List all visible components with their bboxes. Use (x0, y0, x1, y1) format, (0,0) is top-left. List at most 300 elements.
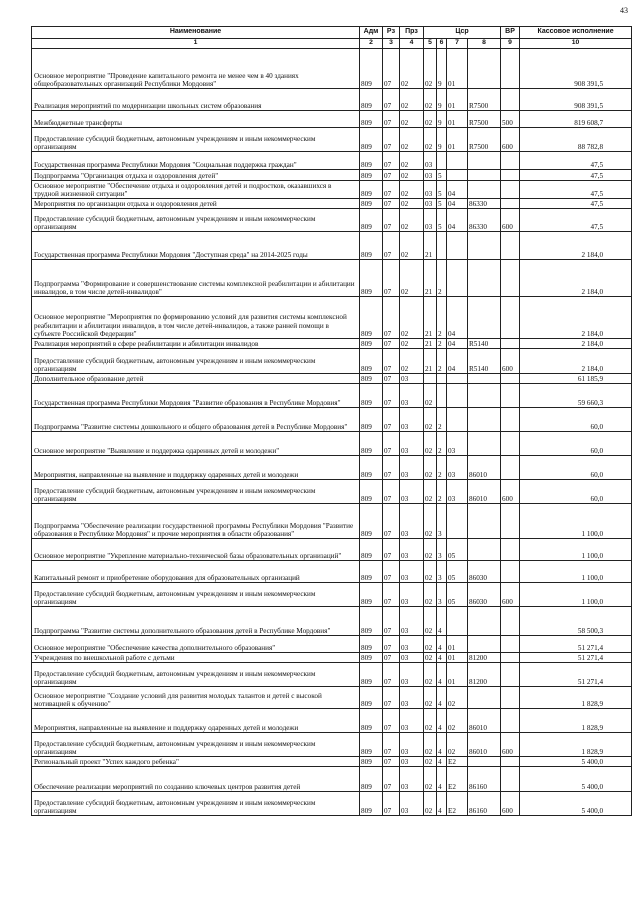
row-csr-program: 02 (424, 653, 437, 663)
row-csr-subprogram: 4 (437, 687, 447, 709)
table-row (32, 181, 632, 199)
row-csr-subprogram: 4 (437, 792, 447, 816)
table-row (32, 663, 632, 687)
row-vr: 600 (501, 480, 520, 504)
row-adm: 809 (360, 408, 383, 432)
row-prz: 02 (400, 181, 424, 199)
row-rz: 07 (383, 432, 400, 456)
row-adm: 809 (360, 757, 383, 767)
row-vr: 600 (501, 792, 520, 816)
row-rz: 07 (383, 49, 400, 89)
row-csr-direction: 86030 (468, 583, 501, 607)
row-csr-direction (468, 49, 501, 89)
row-rz: 07 (383, 653, 400, 663)
row-csr-subprogram (437, 152, 447, 170)
row-adm: 809 (360, 636, 383, 653)
row-amount: 908 391,5 (520, 89, 632, 111)
row-csr-direction (468, 374, 501, 384)
row-adm: 809 (360, 480, 383, 504)
row-name: Предоставление субсидий бюджетным, автономным учреждениям и иным некоммерческим организациям (32, 209, 360, 232)
row-csr-event: 02 (447, 733, 468, 757)
row-name: Предоставление субсидий бюджетным, автономным учреждениям и иным некоммерческим организациям (32, 349, 360, 374)
row-prz: 03 (400, 757, 424, 767)
row-csr-direction (468, 757, 501, 767)
table-row (32, 152, 632, 170)
row-rz: 07 (383, 480, 400, 504)
row-amount: 51 271,4 (520, 653, 632, 663)
row-vr (501, 339, 520, 349)
row-amount: 60,0 (520, 480, 632, 504)
row-name: Предоставление субсидий бюджетным, автономным учреждениям и иным некоммерческим организациям (32, 733, 360, 757)
row-csr-event: 03 (447, 432, 468, 456)
row-rz: 07 (383, 607, 400, 636)
row-csr-event: 04 (447, 209, 468, 232)
row-csr-program: 02 (424, 111, 437, 128)
table-row (32, 456, 632, 480)
row-name: Предоставление субсидий бюджетным, автономным учреждениям и иным некоммерческим организациям (32, 663, 360, 687)
row-adm: 809 (360, 297, 383, 339)
row-csr-direction (468, 181, 501, 199)
row-csr-event: 05 (447, 561, 468, 583)
table-row (32, 636, 632, 653)
colnum: 5 (424, 39, 437, 49)
row-csr-event: 01 (447, 653, 468, 663)
row-amount: 1 100,0 (520, 561, 632, 583)
row-csr-event: 02 (447, 687, 468, 709)
table-row (32, 260, 632, 297)
header-row (32, 27, 632, 39)
row-vr (501, 297, 520, 339)
row-csr-event: 01 (447, 111, 468, 128)
header-prz: Прз (400, 27, 424, 39)
row-rz: 07 (383, 561, 400, 583)
row-prz: 03 (400, 733, 424, 757)
row-csr-subprogram: 3 (437, 539, 447, 561)
row-csr-program: 21 (424, 339, 437, 349)
row-adm: 809 (360, 663, 383, 687)
colnum: 10 (520, 39, 632, 49)
row-prz: 03 (400, 767, 424, 792)
row-csr-program: 02 (424, 89, 437, 111)
row-prz: 03 (400, 792, 424, 816)
table-row (32, 561, 632, 583)
row-adm: 809 (360, 170, 383, 181)
row-csr-program: 02 (424, 607, 437, 636)
row-csr-program: 02 (424, 636, 437, 653)
row-amount: 1 828,9 (520, 687, 632, 709)
row-csr-direction: 81200 (468, 663, 501, 687)
row-name: Основное мероприятие "Выявление и поддержка одаренных детей и молодежи" (32, 432, 360, 456)
table-row (32, 792, 632, 816)
row-vr (501, 456, 520, 480)
row-csr-program: 02 (424, 583, 437, 607)
row-amount: 59 660,3 (520, 384, 632, 408)
row-adm: 809 (360, 384, 383, 408)
row-name: Подпрограмма "Развитие системы дополнительного образования детей в Республике Мордовия" (32, 607, 360, 636)
row-name: Мероприятия по организации отдыха и оздоровления детей (32, 199, 360, 209)
row-adm: 809 (360, 260, 383, 297)
row-csr-subprogram: 4 (437, 709, 447, 733)
row-adm: 809 (360, 653, 383, 663)
row-amount: 2 184,0 (520, 349, 632, 374)
row-vr (501, 636, 520, 653)
row-amount: 819 608,7 (520, 111, 632, 128)
row-adm: 809 (360, 374, 383, 384)
row-adm: 809 (360, 349, 383, 374)
row-prz: 02 (400, 111, 424, 128)
row-rz: 07 (383, 260, 400, 297)
row-vr (501, 89, 520, 111)
row-csr-event: 03 (447, 456, 468, 480)
row-amount: 47,5 (520, 181, 632, 199)
row-csr-direction (468, 432, 501, 456)
row-csr-subprogram: 5 (437, 199, 447, 209)
row-csr-program: 03 (424, 152, 437, 170)
row-prz: 02 (400, 49, 424, 89)
row-amount: 47,5 (520, 170, 632, 181)
row-csr-subprogram: 3 (437, 561, 447, 583)
row-csr-program: 03 (424, 170, 437, 181)
row-name: Мероприятия, направленные на выявление и поддержку одаренных детей и молодежи (32, 709, 360, 733)
row-prz: 03 (400, 607, 424, 636)
row-csr-direction: 86010 (468, 456, 501, 480)
row-name: Основное мероприятие "Создание условий для развития молодых талантов и детей с высокой мотивацией к обучению" (32, 687, 360, 709)
table-row (32, 128, 632, 152)
row-adm: 809 (360, 152, 383, 170)
table-row (32, 89, 632, 111)
row-csr-event: 05 (447, 539, 468, 561)
row-csr-event: 01 (447, 636, 468, 653)
row-adm: 809 (360, 128, 383, 152)
row-rz: 07 (383, 232, 400, 260)
row-adm: 809 (360, 583, 383, 607)
row-csr-subprogram: 5 (437, 181, 447, 199)
row-vr (501, 432, 520, 456)
table-row (32, 374, 632, 384)
row-amount: 2 184,0 (520, 339, 632, 349)
row-amount: 1 100,0 (520, 539, 632, 561)
row-csr-program: 03 (424, 199, 437, 209)
row-csr-direction: R7500 (468, 128, 501, 152)
row-vr (501, 152, 520, 170)
row-csr-event: 04 (447, 199, 468, 209)
row-rz: 07 (383, 733, 400, 757)
row-name: Предоставление субсидий бюджетным, автономным учреждениям и иным некоммерческим организациям (32, 480, 360, 504)
table-row (32, 170, 632, 181)
row-prz: 02 (400, 170, 424, 181)
row-csr-direction: R7500 (468, 89, 501, 111)
row-vr (501, 384, 520, 408)
row-prz: 03 (400, 636, 424, 653)
row-rz: 07 (383, 757, 400, 767)
row-csr-event: 02 (447, 709, 468, 733)
row-name: Государственная программа Республики Мордовия "Развитие образования в Республике Мордовия" (32, 384, 360, 408)
row-name: Подпрограмма "Организация отдыха и оздоровления детей" (32, 170, 360, 181)
row-prz: 02 (400, 209, 424, 232)
table-row (32, 767, 632, 792)
row-csr-subprogram: 9 (437, 128, 447, 152)
row-vr (501, 49, 520, 89)
row-name: Основное мероприятие "Обеспечение качества дополнительного образования" (32, 636, 360, 653)
row-csr-event (447, 374, 468, 384)
row-csr-direction: 86010 (468, 480, 501, 504)
row-name: Государственная программа Республики Мордовия "Доступная среда" на 2014-2025 годы (32, 232, 360, 260)
table-row (32, 539, 632, 561)
table-row (32, 733, 632, 757)
row-name: Предоставление субсидий бюджетным, автономным учреждениям и иным некоммерческим организациям (32, 792, 360, 816)
colnum: 9 (501, 39, 520, 49)
row-amount: 51 271,4 (520, 636, 632, 653)
row-csr-subprogram: 4 (437, 757, 447, 767)
row-csr-direction: 81200 (468, 653, 501, 663)
row-csr-direction (468, 504, 501, 539)
row-amount: 1 100,0 (520, 583, 632, 607)
row-name: Реализация мероприятий по модернизации школьных систем образования (32, 89, 360, 111)
row-name: Учреждения по внешкольной работе с детьми (32, 653, 360, 663)
row-csr-subprogram: 5 (437, 209, 447, 232)
row-vr: 600 (501, 128, 520, 152)
row-prz: 03 (400, 583, 424, 607)
table-row (32, 232, 632, 260)
row-amount: 5 400,0 (520, 767, 632, 792)
header-adm: Адм (360, 27, 383, 39)
row-csr-program: 02 (424, 480, 437, 504)
row-adm: 809 (360, 504, 383, 539)
row-vr: 600 (501, 733, 520, 757)
row-csr-direction: 86330 (468, 209, 501, 232)
row-csr-event (447, 232, 468, 260)
row-csr-program (424, 374, 437, 384)
row-csr-subprogram: 2 (437, 297, 447, 339)
row-rz: 07 (383, 152, 400, 170)
row-vr (501, 663, 520, 687)
row-vr (501, 767, 520, 792)
row-rz: 07 (383, 408, 400, 432)
row-rz: 07 (383, 504, 400, 539)
table-row (32, 339, 632, 349)
row-csr-program: 21 (424, 260, 437, 297)
row-amount: 1 828,9 (520, 733, 632, 757)
row-prz: 02 (400, 128, 424, 152)
row-csr-event: 05 (447, 583, 468, 607)
row-csr-subprogram (437, 384, 447, 408)
row-prz: 03 (400, 384, 424, 408)
row-rz: 07 (383, 384, 400, 408)
row-csr-subprogram: 4 (437, 607, 447, 636)
header-csr: Цср (424, 27, 501, 39)
row-csr-program: 02 (424, 561, 437, 583)
row-vr (501, 170, 520, 181)
row-prz: 03 (400, 653, 424, 663)
row-prz: 03 (400, 432, 424, 456)
row-rz: 07 (383, 636, 400, 653)
row-prz: 03 (400, 687, 424, 709)
colnum: 8 (468, 39, 501, 49)
row-csr-program: 02 (424, 408, 437, 432)
row-csr-subprogram (437, 232, 447, 260)
colnum: 6 (437, 39, 447, 49)
row-csr-event: 04 (447, 297, 468, 339)
row-name: Обеспечение реализации мероприятий по созданию ключевых центров развития детей (32, 767, 360, 792)
row-rz: 07 (383, 128, 400, 152)
row-csr-direction (468, 297, 501, 339)
header-vr: ВР (501, 27, 520, 39)
row-name: Региональный проект "Успех каждого ребенка" (32, 757, 360, 767)
row-prz: 02 (400, 199, 424, 209)
row-csr-direction: R5140 (468, 349, 501, 374)
row-name: Государственная программа Республики Мордовия "Социальная поддержка граждан" (32, 152, 360, 170)
row-csr-direction (468, 152, 501, 170)
row-csr-program: 21 (424, 232, 437, 260)
row-vr (501, 408, 520, 432)
row-adm: 809 (360, 199, 383, 209)
row-csr-direction: 86030 (468, 561, 501, 583)
row-vr (501, 232, 520, 260)
row-csr-event: E2 (447, 767, 468, 792)
row-csr-event: E2 (447, 792, 468, 816)
row-amount: 5 400,0 (520, 792, 632, 816)
row-csr-subprogram: 2 (437, 480, 447, 504)
row-adm: 809 (360, 792, 383, 816)
row-vr (501, 709, 520, 733)
row-amount: 58 500,3 (520, 607, 632, 636)
row-adm: 809 (360, 339, 383, 349)
row-csr-event (447, 504, 468, 539)
table-row (32, 209, 632, 232)
row-prz: 03 (400, 709, 424, 733)
row-vr: 600 (501, 349, 520, 374)
row-csr-direction (468, 232, 501, 260)
row-rz: 07 (383, 539, 400, 561)
row-prz: 03 (400, 504, 424, 539)
row-csr-program: 21 (424, 297, 437, 339)
row-name: Межбюджетные трансферты (32, 111, 360, 128)
row-amount: 1 828,9 (520, 709, 632, 733)
row-adm: 809 (360, 687, 383, 709)
row-csr-program: 02 (424, 709, 437, 733)
row-rz: 07 (383, 199, 400, 209)
row-csr-direction (468, 384, 501, 408)
row-prz: 03 (400, 456, 424, 480)
row-adm: 809 (360, 539, 383, 561)
row-csr-event: 01 (447, 89, 468, 111)
row-csr-subprogram: 5 (437, 170, 447, 181)
row-vr (501, 687, 520, 709)
row-csr-program: 02 (424, 539, 437, 561)
row-amount: 61 185,9 (520, 374, 632, 384)
row-csr-event (447, 607, 468, 636)
row-csr-subprogram: 9 (437, 111, 447, 128)
row-rz: 07 (383, 456, 400, 480)
row-prz: 03 (400, 663, 424, 687)
table-row (32, 583, 632, 607)
colnum: 7 (447, 39, 468, 49)
row-csr-direction (468, 687, 501, 709)
row-vr: 500 (501, 111, 520, 128)
row-csr-subprogram: 9 (437, 89, 447, 111)
row-name: Реализация мероприятий в сфере реабилитации и абилитации инвалидов (32, 339, 360, 349)
row-name: Мероприятия, направленные на выявление и поддержку одаренных детей и молодежи (32, 456, 360, 480)
row-amount: 2 184,0 (520, 260, 632, 297)
row-name: Основное мероприятие "Обеспечение отдыха и оздоровления детей и подростков, оказавшихся в трудной жизненной ситуации" (32, 181, 360, 199)
table-row (32, 408, 632, 432)
row-adm: 809 (360, 49, 383, 89)
row-csr-program: 02 (424, 456, 437, 480)
row-name: Предоставление субсидий бюджетным, автономным учреждениям и иным некоммерческим организациям (32, 128, 360, 152)
row-vr (501, 374, 520, 384)
row-csr-subprogram: 2 (437, 432, 447, 456)
row-csr-direction: R5140 (468, 339, 501, 349)
row-amount: 60,0 (520, 432, 632, 456)
row-name: Подпрограмма "Обеспечение реализации государственной программы Республики Мордовия "Развитие образования в Республике Мордовия" и прочие мероприятия в области образования" (32, 504, 360, 539)
row-vr: 600 (501, 583, 520, 607)
row-vr (501, 181, 520, 199)
row-csr-subprogram: 3 (437, 583, 447, 607)
row-vr (501, 653, 520, 663)
row-csr-subprogram: 2 (437, 349, 447, 374)
row-csr-direction: 86160 (468, 792, 501, 816)
table-row (32, 504, 632, 539)
page-number: 43 (620, 6, 628, 15)
table-row (32, 709, 632, 733)
table-row (32, 199, 632, 209)
row-csr-direction: 86010 (468, 709, 501, 733)
row-amount: 88 782,8 (520, 128, 632, 152)
row-csr-subprogram: 4 (437, 767, 447, 792)
row-csr-subprogram: 2 (437, 339, 447, 349)
row-rz: 07 (383, 767, 400, 792)
row-rz: 07 (383, 181, 400, 199)
row-csr-program: 02 (424, 432, 437, 456)
colnum: 3 (383, 39, 400, 49)
row-csr-program: 03 (424, 209, 437, 232)
row-csr-event: 04 (447, 181, 468, 199)
row-prz: 03 (400, 374, 424, 384)
row-csr-program: 03 (424, 181, 437, 199)
row-vr (501, 561, 520, 583)
row-amount: 47,5 (520, 209, 632, 232)
row-amount: 60,0 (520, 456, 632, 480)
table-row (32, 349, 632, 374)
row-csr-subprogram: 2 (437, 408, 447, 432)
row-csr-event: 04 (447, 339, 468, 349)
row-csr-direction (468, 408, 501, 432)
row-amount: 2 184,0 (520, 297, 632, 339)
row-csr-program: 02 (424, 49, 437, 89)
row-adm: 809 (360, 607, 383, 636)
row-vr (501, 539, 520, 561)
row-csr-program: 02 (424, 792, 437, 816)
row-adm: 809 (360, 709, 383, 733)
row-csr-subprogram: 4 (437, 636, 447, 653)
row-csr-event: 04 (447, 349, 468, 374)
row-rz: 07 (383, 709, 400, 733)
row-csr-event: E2 (447, 757, 468, 767)
row-name: Подпрограмма "Формирование и совершенствование системы комплексной реабилитации и абилитации инвалидов, в том числе детей-инвалидов" (32, 260, 360, 297)
header-rz: Рз (383, 27, 400, 39)
row-adm: 809 (360, 111, 383, 128)
row-csr-subprogram: 4 (437, 663, 447, 687)
table-row (32, 607, 632, 636)
row-csr-event: 01 (447, 663, 468, 687)
row-csr-event: 01 (447, 49, 468, 89)
row-csr-direction: R7500 (468, 111, 501, 128)
row-rz: 07 (383, 663, 400, 687)
row-adm: 809 (360, 767, 383, 792)
row-prz: 02 (400, 152, 424, 170)
row-vr (501, 607, 520, 636)
row-name: Капитальный ремонт и приобретение оборудования для образовательных организаций (32, 561, 360, 583)
